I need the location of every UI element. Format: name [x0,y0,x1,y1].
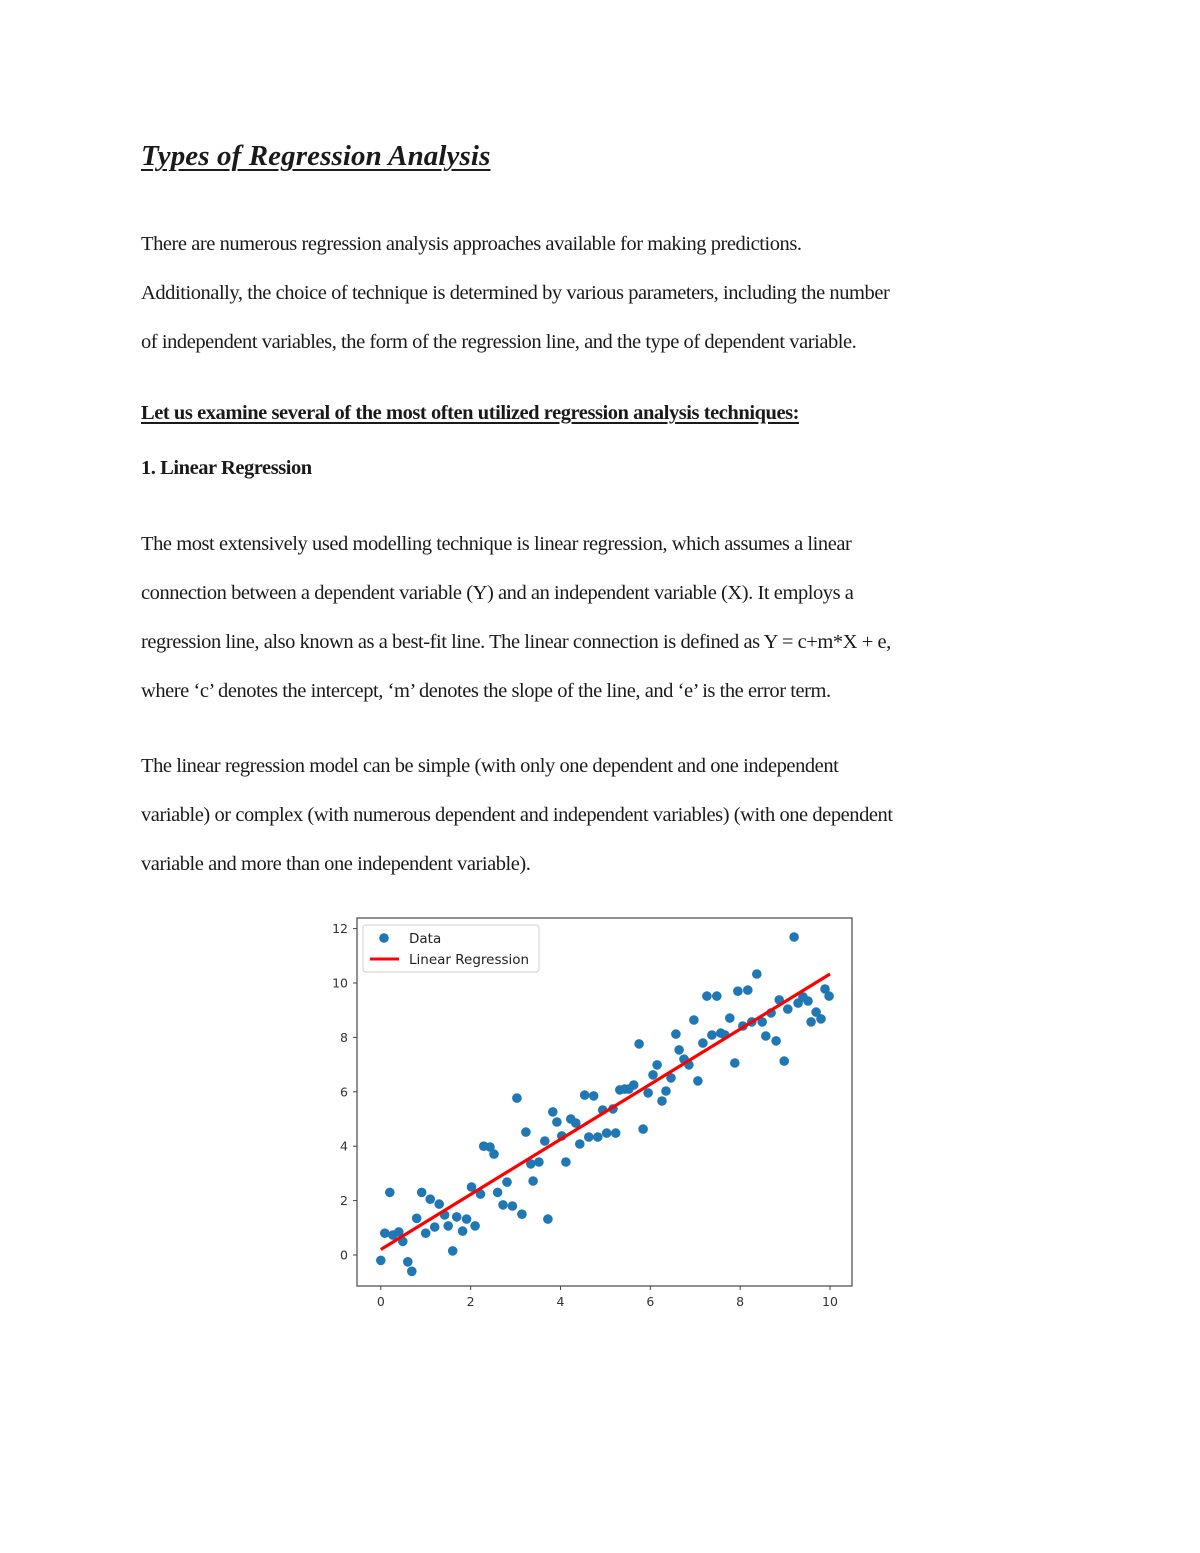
data-point [430,1222,440,1232]
data-point [743,985,753,995]
data-point [643,1088,653,1098]
data-point [752,969,762,979]
data-point [580,1090,590,1100]
data-point [712,991,722,1001]
data-point [512,1093,522,1103]
data-point [498,1200,508,1210]
text-line: The most extensively used modelling technique is linear regression, which assumes a linear [141,533,852,555]
data-point [403,1257,413,1267]
intro-paragraph [141,220,1071,367]
techniques-heading: Let us examine several of the most often utilized regression analysis techniques: [141,402,800,424]
x-tick-label: 0 [376,1294,385,1309]
linear-regression-paragraph-1 [141,520,1071,716]
data-point [458,1226,468,1236]
data-point [733,986,743,996]
legend-label-data: Data [409,931,442,947]
data-point [470,1221,480,1231]
data-point [789,932,799,942]
data-point [508,1201,518,1211]
data-point [674,1045,684,1055]
data-point [528,1176,538,1186]
data-point [779,1056,789,1066]
data-point [689,1015,699,1025]
data-point [407,1267,417,1277]
text-line: variable and more than one independent variable). [141,853,531,875]
data-point [657,1096,667,1106]
y-tick-label: 2 [340,1193,348,1209]
linear-regression-paragraph-2 [141,742,1071,889]
data-point [816,1014,826,1024]
data-point [661,1086,671,1096]
data-point [543,1214,553,1224]
data-point [824,991,834,1001]
data-point [602,1128,612,1138]
data-point [725,1013,735,1023]
y-tick-label: 6 [340,1084,348,1100]
data-point [652,1060,662,1070]
data-point [634,1039,644,1049]
data-point [771,1036,781,1046]
x-tick-label: 8 [736,1294,745,1309]
text-line: where ‘c’ denotes the intercept, ‘m’ denotes the slope of the line, and ‘e’ is the error term. [141,680,831,702]
x-tick-label: 2 [466,1294,475,1309]
text-line: regression line, also known as a best-fit line. The linear connection is defined as Y = c+m*X + e, [141,631,891,653]
document-title: Types of Regression Analysis [141,140,491,172]
data-point [452,1212,462,1222]
data-point [806,1017,816,1027]
legend-data-marker-icon [379,933,389,943]
data-point [412,1214,422,1224]
data-point [417,1188,427,1198]
data-point [517,1209,527,1219]
data-point [783,1004,793,1014]
regression-scatter-chart [325,912,865,1322]
text-line: variable) or complex (with numerous dependent and independent variables) (with one dependent [141,804,893,826]
data-point [548,1107,558,1117]
data-point [489,1149,499,1159]
data-point [493,1188,503,1198]
data-point [584,1132,594,1142]
x-tick-label: 10 [822,1294,838,1309]
y-tick-label: 4 [340,1138,348,1154]
data-point [648,1070,658,1080]
y-tick-label: 10 [332,975,348,991]
data-point [421,1228,431,1238]
plot-frame [357,918,852,1286]
data-point [638,1124,648,1134]
data-point [448,1246,458,1256]
data-point [693,1076,703,1086]
data-point [761,1031,771,1041]
text-line: connection between a dependent variable (Y) and an independent variable (X). It employs a [141,582,854,604]
data-point [540,1136,550,1146]
text-line: of independent variables, the form of the regression line, and the type of dependent variable. [141,331,857,353]
regression-line [381,974,830,1250]
data-point [462,1214,472,1224]
x-tick-label: 6 [646,1294,655,1309]
data-point [575,1139,585,1149]
data-point [589,1091,599,1101]
y-tick-label: 8 [340,1029,348,1045]
data-point [611,1128,621,1138]
data-point [443,1221,453,1231]
data-point [671,1029,681,1039]
data-point [385,1188,395,1198]
data-point [380,1228,390,1238]
data-point [730,1058,740,1068]
data-point [629,1080,639,1090]
data-point [561,1157,571,1167]
data-point [593,1132,603,1142]
data-point [376,1256,386,1266]
data-point [702,991,712,1001]
chart-canvas [325,912,865,1322]
data-point [803,996,813,1006]
data-point [552,1117,562,1127]
text-line: There are numerous regression analysis approaches available for making predictions. [141,233,802,255]
data-point [707,1030,717,1040]
y-tick-label: 0 [340,1247,348,1263]
x-tick-label: 4 [556,1294,565,1309]
data-point [425,1194,435,1204]
data-point [521,1127,531,1137]
data-point [534,1157,544,1167]
y-tick-label: 12 [332,921,348,937]
text-line: Additionally, the choice of technique is determined by various parameters, including the number [141,282,890,304]
legend-label-linear-regression: Linear Regression [409,952,530,968]
section-heading-linear-regression: 1. Linear Regression [141,457,312,479]
data-point [434,1199,444,1209]
data-point [698,1038,708,1048]
text-line: The linear regression model can be simple (with only one dependent and one independent [141,755,839,777]
data-point [502,1177,512,1187]
